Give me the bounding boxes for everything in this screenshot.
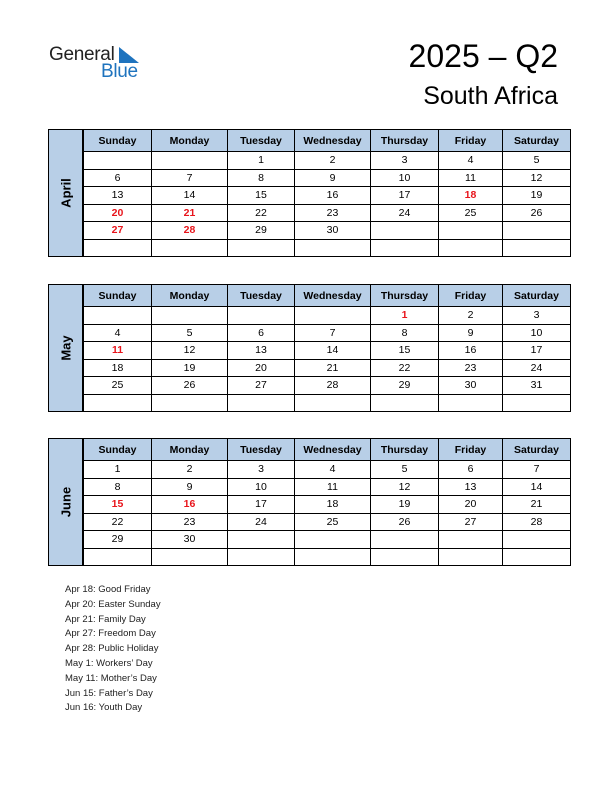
month-name: June [58, 486, 73, 518]
logo-text-blue: Blue [101, 61, 138, 82]
day-cell: 5 [503, 152, 571, 170]
day-cell: 4 [295, 461, 371, 479]
logo-text-general: General [49, 44, 115, 65]
week-row [84, 239, 571, 257]
holiday-item: May 11: Mother’s Day [65, 672, 157, 684]
day-cell: 25 [439, 204, 503, 222]
day-cell: 23 [152, 513, 228, 531]
week-row [84, 187, 571, 205]
day-cell [84, 239, 152, 257]
day-cell: 20 [228, 359, 295, 377]
day-cell: 7 [503, 461, 571, 479]
day-cell: 13 [228, 342, 295, 360]
weekday-header: Wednesday [295, 439, 371, 461]
day-cell [295, 394, 371, 412]
day-cell [152, 307, 228, 325]
weekday-header: Monday [152, 285, 228, 307]
day-cell: 11 [295, 478, 371, 496]
holiday-item: Apr 18: Good Friday [65, 584, 151, 595]
day-cell: 25 [84, 377, 152, 395]
weekday-header: Monday [152, 439, 228, 461]
day-cell: 17 [371, 187, 439, 205]
day-cell: 28 [152, 222, 228, 240]
day-cell [228, 548, 295, 566]
day-cell: 5 [152, 324, 228, 342]
day-cell: 10 [371, 169, 439, 187]
day-cell [439, 222, 503, 240]
day-cell: 22 [84, 513, 152, 531]
week-row [84, 152, 571, 170]
day-cell [84, 394, 152, 412]
day-cell [371, 394, 439, 412]
day-cell: 10 [503, 324, 571, 342]
day-cell: 3 [503, 307, 571, 325]
day-cell: 6 [84, 169, 152, 187]
day-cell: 2 [439, 307, 503, 325]
day-cell: 19 [503, 187, 571, 205]
day-cell: 15 [371, 342, 439, 360]
day-cell: 8 [371, 324, 439, 342]
weekday-header: Thursday [371, 285, 439, 307]
day-cell: 2 [295, 152, 371, 170]
day-cell [439, 548, 503, 566]
day-cell: 27 [439, 513, 503, 531]
day-cell: 4 [84, 324, 152, 342]
day-cell: 21 [503, 496, 571, 514]
day-cell: 16 [295, 187, 371, 205]
weekday-header: Saturday [503, 439, 571, 461]
day-cell [503, 394, 571, 412]
day-cell: 23 [295, 204, 371, 222]
day-cell: 10 [228, 478, 295, 496]
week-row [84, 531, 571, 549]
day-cell [295, 531, 371, 549]
day-cell: 29 [371, 377, 439, 395]
week-row [84, 324, 571, 342]
day-cell: 13 [439, 478, 503, 496]
day-cell [439, 239, 503, 257]
weekday-header: Sunday [84, 130, 152, 152]
day-cell [439, 394, 503, 412]
month-name: April [58, 178, 73, 208]
week-row [84, 478, 571, 496]
weekday-header: Saturday [503, 285, 571, 307]
week-row [84, 496, 571, 514]
weekday-header: Tuesday [228, 285, 295, 307]
day-cell: 15 [228, 187, 295, 205]
day-cell: 8 [228, 169, 295, 187]
weekday-header: Friday [439, 439, 503, 461]
week-row [84, 377, 571, 395]
day-cell [439, 531, 503, 549]
day-cell: 29 [228, 222, 295, 240]
day-cell: 18 [439, 187, 503, 205]
day-cell: 24 [371, 204, 439, 222]
week-row [84, 169, 571, 187]
day-cell: 29 [84, 531, 152, 549]
month-label-bar [48, 284, 83, 412]
day-cell: 14 [295, 342, 371, 360]
month-grid [83, 438, 571, 566]
day-cell [371, 531, 439, 549]
day-cell: 7 [295, 324, 371, 342]
day-cell [152, 394, 228, 412]
holiday-item: Jun 15: Father’s Day [65, 687, 153, 699]
day-cell: 30 [439, 377, 503, 395]
week-row [84, 342, 571, 360]
day-cell: 1 [228, 152, 295, 170]
week-row [84, 548, 571, 566]
day-cell: 30 [295, 222, 371, 240]
weekday-header: Saturday [503, 130, 571, 152]
day-cell: 27 [228, 377, 295, 395]
week-row [84, 204, 571, 222]
week-row [84, 307, 571, 325]
day-cell: 24 [503, 359, 571, 377]
day-cell: 17 [228, 496, 295, 514]
day-cell: 9 [152, 478, 228, 496]
day-cell [228, 394, 295, 412]
day-cell: 3 [371, 152, 439, 170]
day-cell [371, 548, 439, 566]
month-grid [83, 129, 571, 257]
month-grid [83, 284, 571, 412]
day-cell: 11 [84, 342, 152, 360]
month-name: May [58, 335, 73, 361]
day-cell: 7 [152, 169, 228, 187]
day-cell: 26 [371, 513, 439, 531]
holiday-item: Apr 28: Public Holiday [65, 643, 159, 655]
day-cell [152, 239, 228, 257]
day-cell: 22 [228, 204, 295, 222]
day-cell [503, 548, 571, 566]
day-cell: 19 [371, 496, 439, 514]
logo [49, 44, 149, 84]
day-cell [152, 548, 228, 566]
day-cell: 22 [371, 359, 439, 377]
holiday-item: Apr 21: Family Day [65, 613, 146, 625]
day-cell: 14 [503, 478, 571, 496]
day-cell: 27 [84, 222, 152, 240]
weekday-header: Friday [439, 130, 503, 152]
day-cell [503, 531, 571, 549]
weekday-header: Tuesday [228, 439, 295, 461]
day-cell: 3 [228, 461, 295, 479]
day-cell: 19 [152, 359, 228, 377]
day-cell [228, 307, 295, 325]
holiday-item: Apr 20: Easter Sunday [65, 598, 161, 610]
day-cell: 28 [295, 377, 371, 395]
day-cell: 21 [295, 359, 371, 377]
day-cell [228, 239, 295, 257]
day-cell [503, 222, 571, 240]
day-cell: 15 [84, 496, 152, 514]
day-cell: 18 [295, 496, 371, 514]
week-row [84, 222, 571, 240]
weekday-header: Sunday [84, 439, 152, 461]
page-subtitle: South Africa [423, 82, 558, 110]
day-cell: 4 [439, 152, 503, 170]
month-label-bar [48, 129, 83, 257]
day-cell: 9 [439, 324, 503, 342]
weekday-header: Thursday [371, 130, 439, 152]
weekday-header: Tuesday [228, 130, 295, 152]
day-cell: 5 [371, 461, 439, 479]
day-cell: 12 [152, 342, 228, 360]
day-cell: 1 [371, 307, 439, 325]
day-cell: 26 [152, 377, 228, 395]
week-row [84, 513, 571, 531]
week-row [84, 359, 571, 377]
week-row [84, 394, 571, 412]
day-cell: 6 [439, 461, 503, 479]
weekday-header: Wednesday [295, 130, 371, 152]
day-cell [295, 548, 371, 566]
day-cell: 12 [503, 169, 571, 187]
day-cell: 16 [152, 496, 228, 514]
day-cell: 21 [152, 204, 228, 222]
day-cell [84, 307, 152, 325]
day-cell [295, 307, 371, 325]
day-cell [228, 531, 295, 549]
holiday-item: May 1: Workers’ Day [65, 657, 153, 669]
month-label-bar [48, 438, 83, 566]
holiday-list [65, 583, 161, 716]
day-cell [295, 239, 371, 257]
page-title: 2025 – Q2 [408, 38, 558, 74]
day-cell: 1 [84, 461, 152, 479]
week-row [84, 461, 571, 479]
day-cell [84, 548, 152, 566]
holiday-item: Jun 16: Youth Day [65, 702, 143, 714]
day-cell [84, 152, 152, 170]
day-cell: 13 [84, 187, 152, 205]
weekday-header: Friday [439, 285, 503, 307]
day-cell: 25 [295, 513, 371, 531]
day-cell: 20 [439, 496, 503, 514]
day-cell: 14 [152, 187, 228, 205]
day-cell: 26 [503, 204, 571, 222]
day-cell: 28 [503, 513, 571, 531]
day-cell [152, 152, 228, 170]
day-cell: 12 [371, 478, 439, 496]
holiday-item: Apr 27: Freedom Day [65, 628, 156, 640]
day-cell: 17 [503, 342, 571, 360]
weekday-header: Sunday [84, 285, 152, 307]
day-cell: 23 [439, 359, 503, 377]
day-cell: 16 [439, 342, 503, 360]
weekday-header: Wednesday [295, 285, 371, 307]
day-cell: 9 [295, 169, 371, 187]
day-cell [503, 239, 571, 257]
day-cell: 24 [228, 513, 295, 531]
day-cell: 30 [152, 531, 228, 549]
day-cell: 11 [439, 169, 503, 187]
day-cell: 18 [84, 359, 152, 377]
day-cell: 6 [228, 324, 295, 342]
day-cell: 8 [84, 478, 152, 496]
weekday-header: Thursday [371, 439, 439, 461]
day-cell: 2 [152, 461, 228, 479]
day-cell [371, 222, 439, 240]
day-cell: 20 [84, 204, 152, 222]
day-cell: 31 [503, 377, 571, 395]
weekday-header: Monday [152, 130, 228, 152]
day-cell [371, 239, 439, 257]
